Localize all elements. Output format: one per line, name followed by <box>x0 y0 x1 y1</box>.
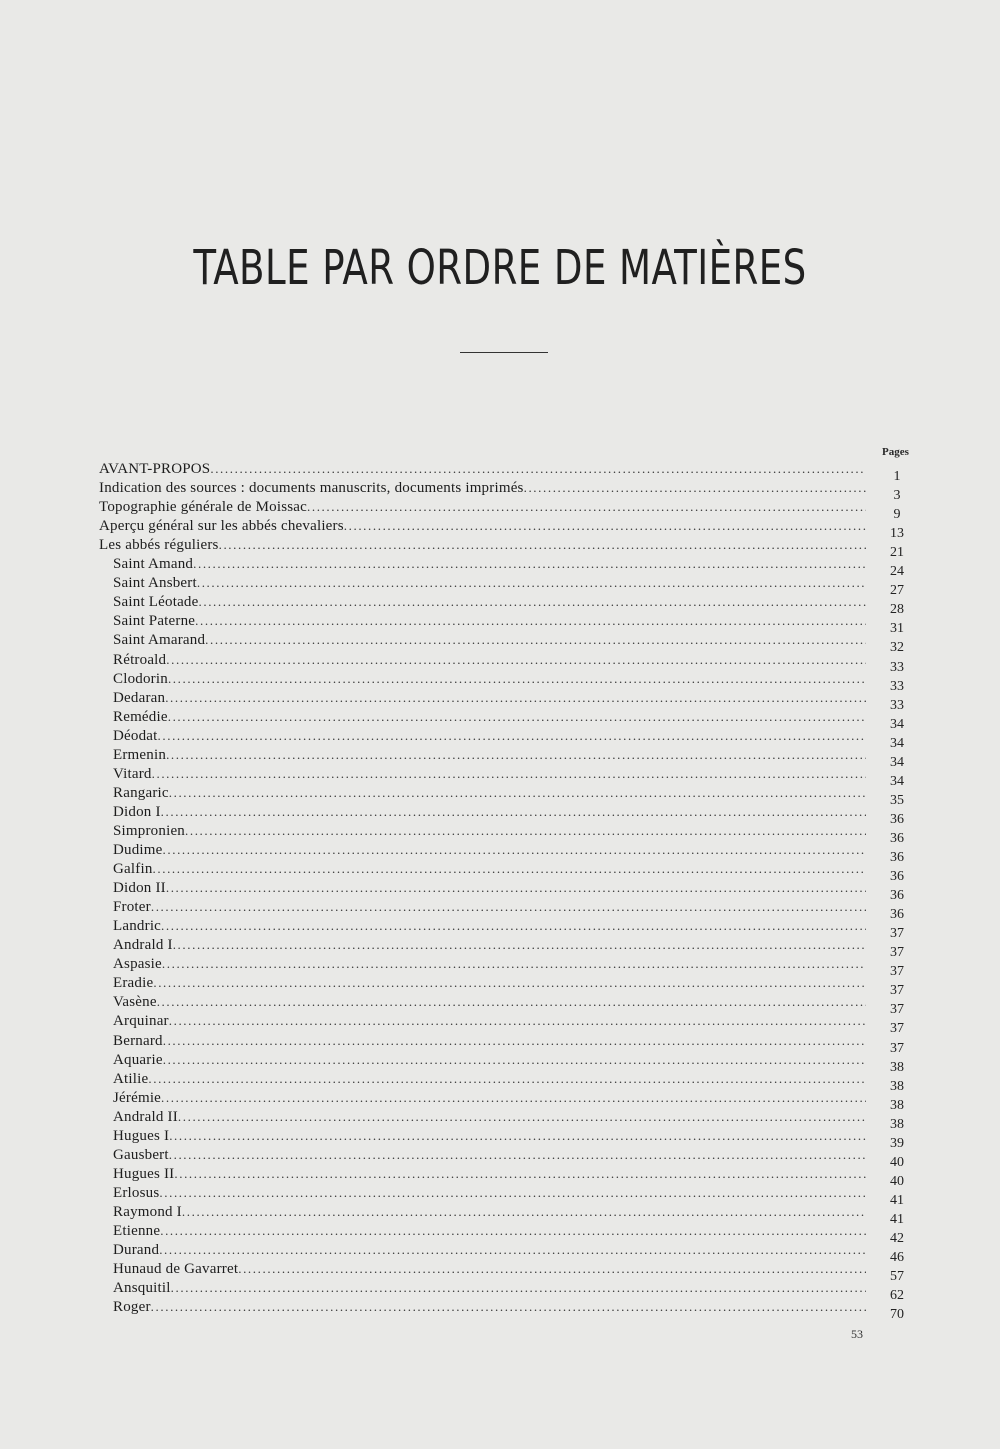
toc-entry-label: Indication des sources : documents manuscrits, documents imprimés <box>99 480 524 496</box>
toc-entry-page: 36 <box>890 831 904 846</box>
toc-entry <box>113 612 866 630</box>
toc-entry <box>113 936 866 954</box>
leader-dots <box>168 708 866 726</box>
toc-entry-label: Bernard <box>113 1033 163 1049</box>
toc-entry-label: Dudime <box>113 842 163 858</box>
toc-entry <box>113 803 866 821</box>
leader-dots <box>524 479 866 497</box>
toc-entry <box>113 1298 866 1316</box>
leader-dots <box>163 841 866 859</box>
toc-entry-label: Eradie <box>113 975 154 991</box>
leader-dots <box>238 1260 866 1278</box>
leader-dots <box>151 1298 866 1316</box>
toc-entry <box>113 860 866 878</box>
toc-entry <box>99 536 866 554</box>
toc-entry-label: Rétroald <box>113 652 167 668</box>
leader-dots <box>307 498 866 516</box>
leader-dots <box>166 879 866 897</box>
toc-entry <box>113 1051 866 1069</box>
leader-dots <box>195 612 866 630</box>
toc-entry-page: 42 <box>890 1231 904 1246</box>
toc-entry <box>113 689 866 707</box>
toc-entry-page: 70 <box>890 1307 904 1322</box>
toc-entry <box>113 631 866 649</box>
toc-entry-label: Vitard <box>113 766 152 782</box>
toc-entry-page: 36 <box>890 812 904 827</box>
leader-dots <box>152 765 866 783</box>
toc-entry-page: 3 <box>893 488 901 503</box>
toc-entry-label: Saint Ansbert <box>113 575 197 591</box>
toc-entry-label: Déodat <box>113 728 158 744</box>
toc-entry-page: 41 <box>890 1212 904 1227</box>
leader-dots <box>161 917 866 935</box>
toc-entry <box>113 651 866 669</box>
toc-entry-label: Aperçu général sur les abbés chevaliers <box>99 518 344 534</box>
leader-dots <box>157 993 866 1011</box>
toc-entry <box>113 1260 866 1278</box>
toc-entry <box>113 1165 866 1183</box>
toc-entry-label: Roger <box>113 1299 151 1315</box>
toc-entry-page: 40 <box>890 1155 904 1170</box>
toc-entry-label: Hugues I <box>113 1128 170 1144</box>
toc-entry-label: Etienne <box>113 1223 161 1239</box>
toc-entry <box>113 917 866 935</box>
leader-dots <box>153 860 866 878</box>
toc-entry-label: Vasène <box>113 994 157 1010</box>
toc-entry-label: Ansquitil <box>113 1280 171 1296</box>
toc-entry <box>99 517 866 535</box>
toc-entry <box>113 841 866 859</box>
toc-entry <box>113 1012 866 1030</box>
toc-entry-page: 21 <box>890 545 904 560</box>
leader-dots <box>166 746 866 764</box>
toc-entry-label: Erlosus <box>113 1185 160 1201</box>
toc-entry-page: 28 <box>890 602 904 617</box>
toc-entry-page: 37 <box>890 1021 904 1036</box>
toc-entry-label: Les abbés réguliers <box>99 537 219 553</box>
toc-entry-label: Saint Paterne <box>113 613 196 629</box>
toc-entry-label: Rangaric <box>113 785 169 801</box>
toc-entry <box>113 727 866 745</box>
toc-entry-page: 33 <box>890 698 904 713</box>
toc-entry <box>113 1222 866 1240</box>
toc-entry <box>113 765 866 783</box>
toc-entry <box>113 1108 866 1126</box>
toc-entry-page: 38 <box>890 1079 904 1094</box>
toc-entry <box>99 498 866 516</box>
leader-dots <box>171 1279 866 1297</box>
leader-dots <box>148 1070 866 1088</box>
toc-entry <box>113 574 866 592</box>
leader-dots <box>169 1146 866 1164</box>
toc-entry-label: Topographie générale de Moissac <box>99 499 307 515</box>
toc-entry-page: 37 <box>890 964 904 979</box>
toc-entry-label: Arquinar <box>113 1013 169 1029</box>
leader-dots <box>169 1012 866 1030</box>
toc-entry-label: Froter <box>113 899 151 915</box>
leader-dots <box>158 727 866 745</box>
toc-entry-label: Ermenin <box>113 747 167 763</box>
toc-entry-page: 57 <box>890 1269 904 1284</box>
toc-entry-label: Clodorin <box>113 671 168 687</box>
leader-dots <box>165 689 866 707</box>
toc-entry-page: 40 <box>890 1174 904 1189</box>
toc-entry-label: Hugues II <box>113 1166 175 1182</box>
toc-entry <box>113 898 866 916</box>
toc-entry-page: 34 <box>890 717 904 732</box>
leader-dots <box>219 536 866 554</box>
toc-entry-page: 46 <box>890 1250 904 1265</box>
toc-entry-page: 62 <box>890 1288 904 1303</box>
toc-entry <box>113 974 866 992</box>
toc-entry-page: 33 <box>890 660 904 675</box>
toc-entry-label: Raymond I <box>113 1204 182 1220</box>
toc-entry-page: 37 <box>890 983 904 998</box>
toc-entry-label: Dedaran <box>113 690 166 706</box>
toc-entry <box>99 479 866 497</box>
toc-entry-label: Durand <box>113 1242 160 1258</box>
toc-entry-label: Aspasie <box>113 956 162 972</box>
footer-page-number: 53 <box>851 1327 863 1341</box>
toc-entry-page: 13 <box>890 526 904 541</box>
toc-entry-page: 38 <box>890 1060 904 1075</box>
toc-entry-page: 1 <box>893 469 901 484</box>
leader-dots <box>169 1127 866 1145</box>
toc-entry <box>113 1070 866 1088</box>
toc-entry <box>99 460 866 478</box>
toc-entry-page: 36 <box>890 869 904 884</box>
toc-entry-label: Saint Léotade <box>113 594 199 610</box>
leader-dots <box>197 574 866 592</box>
leader-dots <box>161 803 866 821</box>
toc-entry <box>113 1032 866 1050</box>
toc-entry <box>113 708 866 726</box>
toc-entry-label: Saint Amand <box>113 556 194 572</box>
toc-entry <box>113 784 866 802</box>
toc-entry-page: 37 <box>890 1041 904 1056</box>
toc-entry-page: 34 <box>890 774 904 789</box>
toc-entry <box>113 1127 866 1145</box>
toc-entry-page: 36 <box>890 850 904 865</box>
leader-dots <box>159 1241 866 1259</box>
toc-entry <box>113 1184 866 1202</box>
leader-dots <box>199 593 867 611</box>
leader-dots <box>168 670 866 688</box>
toc-entry <box>113 879 866 897</box>
leader-dots <box>182 1203 866 1221</box>
toc-entry-page: 37 <box>890 945 904 960</box>
toc-entry-page: 36 <box>890 907 904 922</box>
toc-entry-label: AVANT-PROPOS <box>99 461 211 477</box>
toc-entry-page: 31 <box>890 621 904 636</box>
toc-entry-page: 35 <box>890 793 904 808</box>
leader-dots <box>161 1089 866 1107</box>
toc-entry-page: 32 <box>890 640 904 655</box>
toc-entry-label: Saint Amarand <box>113 632 206 648</box>
leader-dots <box>153 974 866 992</box>
toc-entry-label: Landric <box>113 918 162 934</box>
toc-entry <box>113 955 866 973</box>
toc-entry-label: Andrald II <box>113 1109 178 1125</box>
leader-dots <box>174 1165 866 1183</box>
toc-entry <box>113 593 866 611</box>
toc-entry-label: Didon I <box>113 804 161 820</box>
leader-dots <box>163 1032 866 1050</box>
toc-entry-page: 34 <box>890 736 904 751</box>
pages-column-header: Pages <box>882 446 909 458</box>
leader-dots <box>205 631 866 649</box>
toc-entry <box>113 1203 866 1221</box>
toc-entry-page: 33 <box>890 679 904 694</box>
leader-dots <box>166 651 866 669</box>
toc-entry-page: 9 <box>893 507 901 522</box>
toc-entry <box>113 822 866 840</box>
leader-dots <box>163 1051 866 1069</box>
toc-entry-page: 37 <box>890 926 904 941</box>
leader-dots <box>173 936 866 954</box>
leader-dots <box>151 898 866 916</box>
toc-entry-page: 36 <box>890 888 904 903</box>
toc-entry-label: Atilie <box>113 1071 149 1087</box>
toc-entry-page: 39 <box>890 1136 904 1151</box>
leader-dots <box>185 822 866 840</box>
toc-entry-page: 37 <box>890 1002 904 1017</box>
toc-entry-label: Simpronien <box>113 823 185 839</box>
toc-entry-label: Gausbert <box>113 1147 169 1163</box>
toc-entry-label: Aquarie <box>113 1052 163 1068</box>
toc-entry <box>113 555 866 573</box>
leader-dots <box>178 1108 866 1126</box>
leader-dots <box>159 1184 866 1202</box>
toc-entry-page: 38 <box>890 1117 904 1132</box>
toc-entry <box>113 1089 866 1107</box>
toc-entry-label: Remédie <box>113 709 168 725</box>
toc-entry-page: 34 <box>890 755 904 770</box>
leader-dots <box>169 784 866 802</box>
toc-entry-page: 27 <box>890 583 904 598</box>
leader-dots <box>193 555 866 573</box>
toc-entry <box>113 670 866 688</box>
toc-entry-label: Jérémie <box>113 1090 162 1106</box>
leader-dots <box>210 460 866 478</box>
toc-entry-label: Hunaud de Gavarret <box>113 1261 239 1277</box>
toc-entry-page: 24 <box>890 564 904 579</box>
toc-entry <box>113 1241 866 1259</box>
toc-entry <box>113 1279 866 1297</box>
toc-entry <box>113 993 866 1011</box>
leader-dots <box>344 517 866 535</box>
leader-dots <box>160 1222 866 1240</box>
page-title: TABLE PAR ORDRE DE MATIÈRES <box>193 240 807 296</box>
toc-entry <box>113 746 866 764</box>
toc-entry-page: 41 <box>890 1193 904 1208</box>
toc-entry-page: 38 <box>890 1098 904 1113</box>
toc-entry-label: Andrald I <box>113 937 173 953</box>
leader-dots <box>162 955 866 973</box>
toc-entry-label: Galfin <box>113 861 153 877</box>
toc-entry-label: Didon II <box>113 880 166 896</box>
toc-entry <box>113 1146 866 1164</box>
